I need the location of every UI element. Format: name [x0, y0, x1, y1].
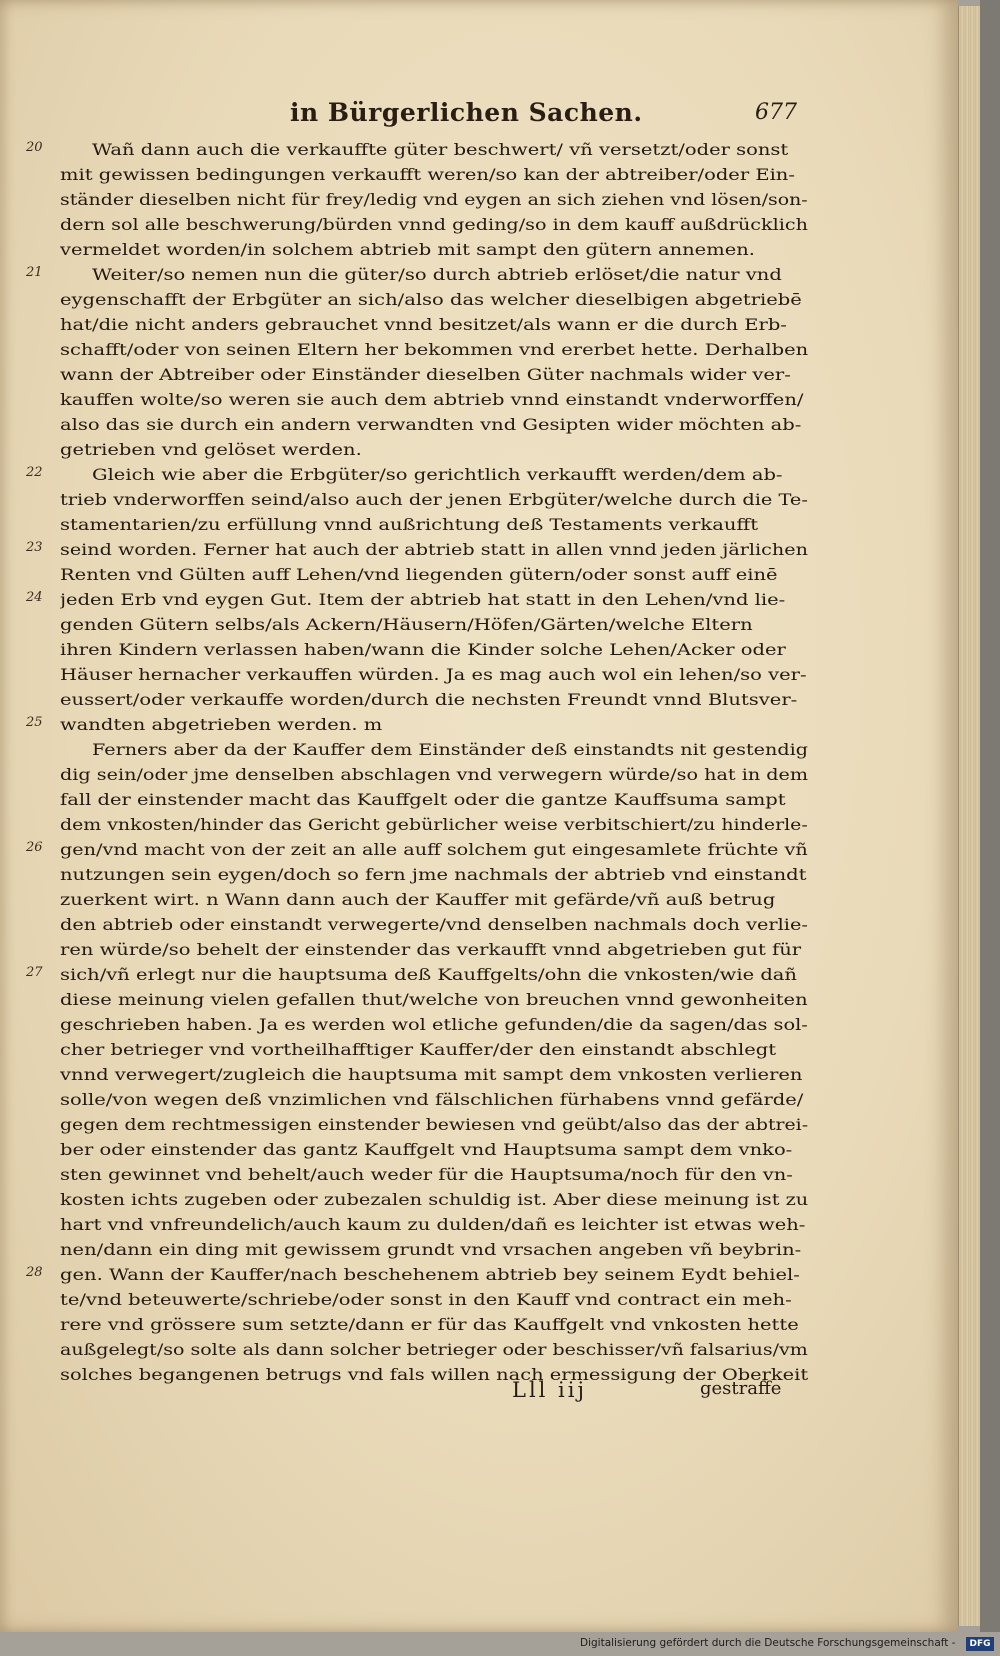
text-line: rere vnd grössere sum setzte/dann er für das Kauffgelt vnd vnkosten hette [60, 1316, 799, 1334]
text-line: Wañ dann auch die verkauffte güter beschwert/ vñ versetzt/oder sonst [92, 141, 789, 159]
margin-number: 25 [26, 715, 43, 730]
text-line: dern sol alle beschwerung/bürden vnnd geding/so in dem kauff außdrücklich [60, 216, 808, 234]
text-line: zuerkent wirt. n Wann dann auch der Kauffer mit gefärde/vñ auß betrug [60, 891, 776, 909]
text-line: sten gewinnet vnd behelt/auch weder für die Hauptsuma/noch für den vn- [60, 1166, 793, 1184]
text-line: solle/von wegen deß vnzimlichen vnd fälschlichen fürhabens vnnd gefärde/ [60, 1091, 804, 1109]
text-line: solches begangenen betrugs vnd fals willen nach ermessigung der Oberkeit [60, 1366, 809, 1384]
margin-number: 27 [26, 965, 43, 980]
text-line: Gleich wie aber die Erbgüter/so gerichtlich verkaufft werden/dem ab- [92, 466, 783, 484]
margin-number: 21 [26, 265, 43, 280]
text-line: nen/dann ein ding mit gewissem grundt vnd vrsachen angeben vñ beybrin- [60, 1241, 802, 1259]
text-line: gen. Wann der Kauffer/nach beschehenem abtrieb bey seinem Eydt behiel- [60, 1266, 800, 1284]
text-line: also das sie durch ein andern verwandten vnd Gesipten wider möchten ab- [60, 416, 802, 434]
text-line: vermeldet worden/in solchem abtrieb mit sampt den gütern annemen. [60, 241, 755, 259]
text-line: genden Gütern selbs/als Ackern/Häusern/Höfen/Gärten/welche Eltern [60, 616, 753, 634]
text-line: wann der Abtreiber oder Einständer dieselben Güter nachmals wider ver- [60, 366, 791, 384]
margin-number: 28 [26, 1265, 43, 1280]
text-line: sich/vñ erlegt nur die hauptsuma deß Kauffgelts/ohn die vnkosten/wie dañ [60, 966, 797, 984]
text-line: gegen dem rechtmessigen einstender bewiesen vnd geübt/also das der abtrei- [60, 1116, 809, 1134]
running-head: in Bürgerlichen Sachen. [290, 98, 643, 127]
text-line: dig sein/oder jme denselben abschlagen vnd verwegern würde/so hat in dem [60, 766, 809, 784]
text-line: schafft/oder von seinen Eltern her bekommen vnd ererbet hette. Derhalben [60, 341, 809, 359]
text-line: trieb vnderworffen seind/also auch der jenen Erbgüter/welche durch die Te- [60, 491, 808, 509]
text-line: ren würde/so behelt der einstender das verkaufft vnnd abgetrieben gut für [60, 941, 802, 959]
margin-number: 22 [26, 465, 43, 480]
text-line: seind worden. Ferner hat auch der abtrieb statt in allen vnnd jeden järlichen [60, 541, 808, 559]
text-line: nutzungen sein eygen/doch so fern jme nachmals der abtrieb vnd einstandt [60, 866, 807, 884]
page-header [0, 98, 958, 138]
page-footer [0, 1378, 958, 1408]
text-line: mit gewissen bedingungen verkaufft weren/so kan der abtreiber/oder Ein- [60, 166, 795, 184]
text-line: cher betrieger vnd vortheilhafftiger Kauffer/der den einstandt abschlegt [60, 1041, 777, 1059]
text-line: diese meinung vielen gefallen thut/welche von breuchen vnnd gewonheiten [60, 991, 808, 1009]
text-line: Weiter/so nemen nun die güter/so durch abtrieb erlöset/die natur vnd [92, 266, 782, 284]
page-number: 677 [755, 100, 797, 125]
text-line: wandten abgetrieben werden. m [60, 716, 383, 734]
signature-mark: Lll iij [512, 1378, 587, 1402]
text-line: kauffen wolte/so weren sie auch dem abtrieb vnnd einstandt vnderworffen/ [60, 391, 804, 409]
text-line: eussert/oder verkauffe worden/durch die nechsten Freundt vnnd Blutsver- [60, 691, 798, 709]
text-line: den abtrieb oder einstandt verwegerte/vnd denselben nachmals doch verlie- [60, 916, 808, 934]
text-line: fall der einstender macht das Kauffgelt oder die gantze Kauffsuma sampt [60, 791, 786, 809]
margin-number: 20 [26, 140, 43, 155]
text-line: geschrieben haben. Ja es werden wol etliche gefunden/die da sagen/das sol- [60, 1016, 808, 1034]
text-line: eygenschafft der Erbgüter an sich/also das welcher dieselbigen abgetriebē [60, 291, 802, 309]
text-line: hat/die nicht anders gebrauchet vnnd besitzet/als wann er die durch Erb- [60, 316, 787, 334]
margin-number: 23 [26, 540, 43, 555]
page-edge-stack [958, 6, 981, 1626]
catchword: gestraffe [700, 1378, 782, 1399]
text-line: kosten ichts zugeben oder zubezalen schuldig ist. Aber diese meinung ist zu [60, 1191, 809, 1209]
text-line: gen/vnd macht von der zeit an alle auff solchem gut eingesamlete früchte vñ [60, 841, 808, 859]
text-line: hart vnd vnfreundelich/auch kaum zu dulden/dañ es leichter ist etwas weh- [60, 1216, 806, 1234]
text-line: dem vnkosten/hinder das Gericht gebürlicher weise verbitschiert/zu hinderle- [60, 816, 808, 834]
digitization-credit: Digitalisierung gefördert durch die Deutsche Forschungsgemeinschaft - [580, 1637, 956, 1649]
text-line: Häuser hernacher verkauffen würden. Ja es mag auch wol ein lehen/so ver- [60, 666, 807, 684]
text-line: außgelegt/so solte als dann solcher betrieger oder beschisser/vñ falsarius/vm [60, 1341, 808, 1359]
margin-number: 26 [26, 840, 43, 855]
text-line: te/vnd beteuwerte/schriebe/oder sonst in den Kauff vnd contract ein meh- [60, 1291, 792, 1309]
text-line: stamentarien/zu erfüllung vnnd außrichtung deß Testaments verkaufft [60, 516, 759, 534]
dfg-logo: DFG [966, 1637, 994, 1651]
text-line: Renten vnd Gülten auff Lehen/vnd liegenden gütern/oder sonst auff einē [60, 566, 778, 584]
text-line: Ferners aber da der Kauffer dem Einständer deß einstandts nit gestendig [92, 741, 808, 759]
text-line: getrieben vnd gelöset werden. [60, 441, 362, 459]
margin-number: 24 [26, 590, 43, 605]
text-line: ber oder einstender das gantz Kauffgelt vnd Hauptsuma sampt dem vnko- [60, 1141, 793, 1159]
scan-background [980, 0, 1000, 1656]
text-line: vnnd verwegert/zugleich die hauptsuma mit sampt dem vnkosten verlieren [60, 1066, 803, 1084]
text-line: ständer dieselben nicht für frey/ledig vnd eygen an sich ziehen vnd lösen/son- [60, 191, 808, 209]
text-line: jeden Erb vnd eygen Gut. Item der abtrieb hat statt in den Lehen/vnd lie- [60, 591, 786, 609]
text-line: ihren Kindern verlassen haben/wann die Kinder solche Lehen/Acker oder [60, 641, 786, 659]
